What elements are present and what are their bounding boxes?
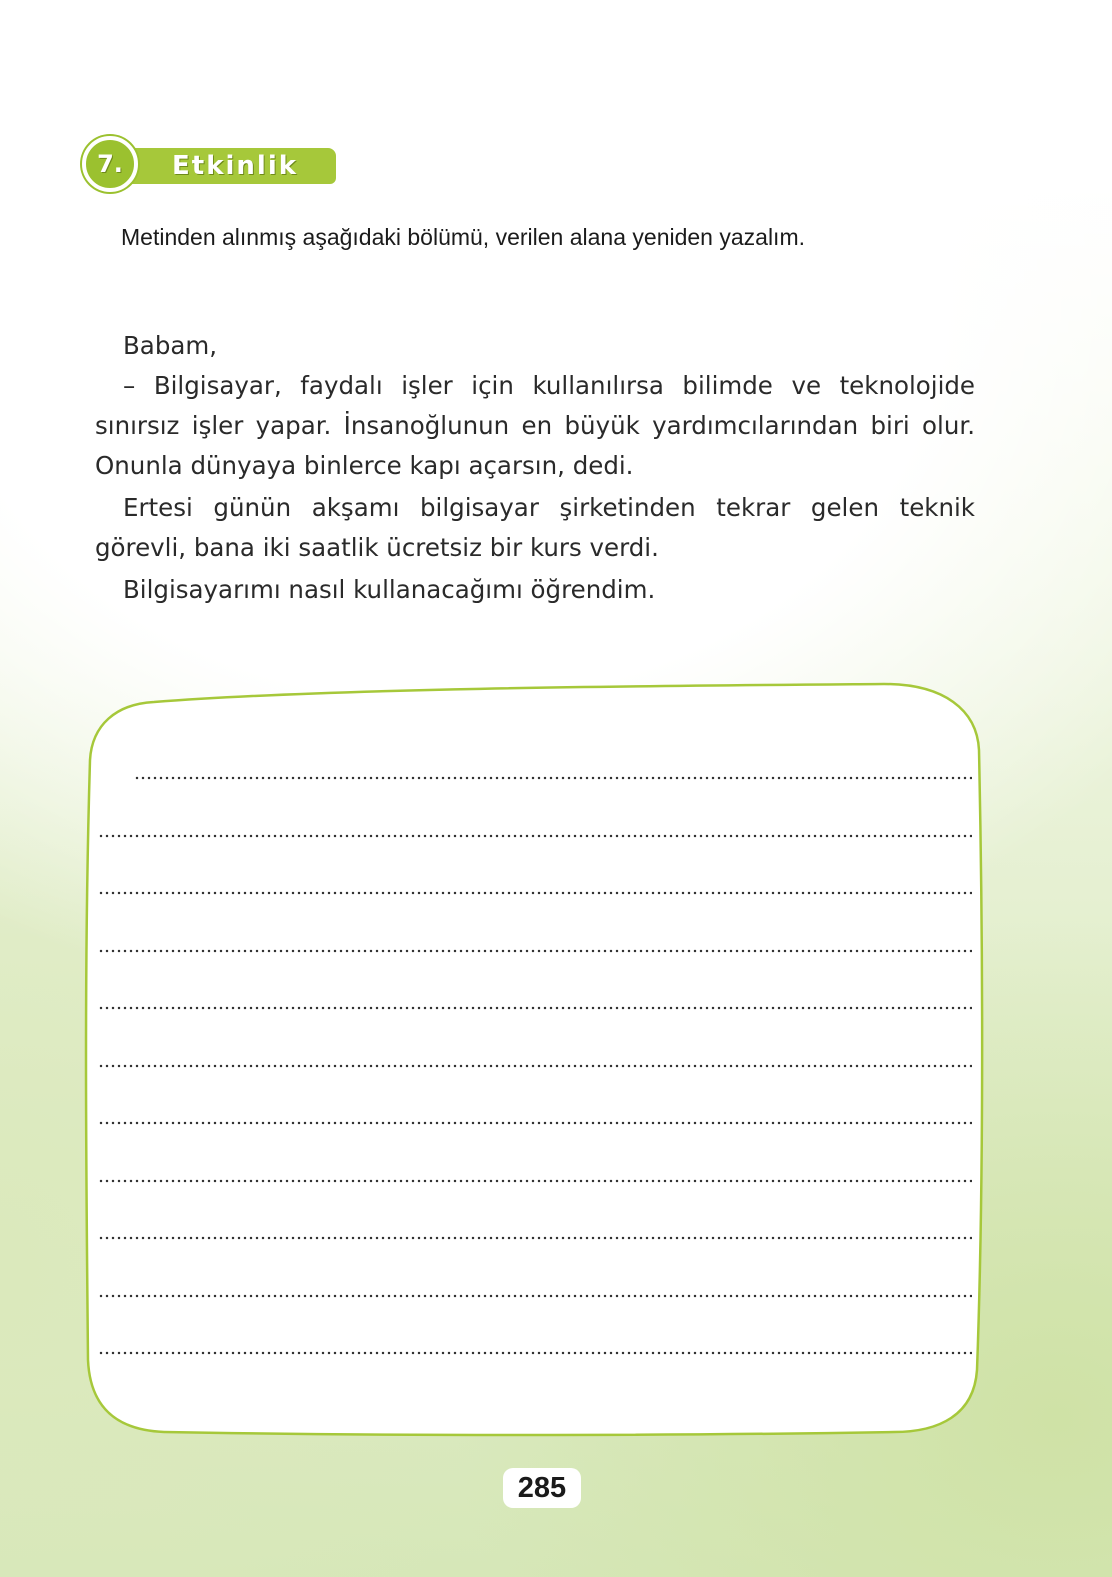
- writing-line[interactable]: [98, 1006, 972, 1010]
- passage-paragraph: Ertesi günün akşamı bilgisayar şirketinden tekrar gelen teknik görevli, bana iki saatlik ücretsiz bir kurs verdi.: [95, 493, 975, 562]
- activity-number-badge: [82, 136, 138, 192]
- writing-area[interactable]: [84, 680, 984, 1440]
- writing-line[interactable]: [98, 1064, 972, 1068]
- passage-paragraph: Babam,: [123, 331, 218, 360]
- passage-paragraph: Bilgisayarımı nasıl kullanacağımı öğrendim.: [123, 575, 656, 604]
- writing-line[interactable]: [98, 1351, 972, 1355]
- writing-line[interactable]: [98, 1121, 972, 1125]
- passage: [95, 326, 975, 610]
- page-number: 285: [503, 1468, 581, 1508]
- passage-paragraph: – Bilgisayar, faydalı işler için kullanılırsa bilimde ve teknolojide sınırsız işler yapar. İnsanoğlunun en büyük yardımcılarından biri olur. Onunla dünyaya binlerce kapı açarsın, dedi.: [95, 371, 975, 480]
- writing-line[interactable]: [98, 949, 972, 953]
- activity-title-band: [120, 148, 336, 184]
- writing-line[interactable]: [98, 1179, 972, 1183]
- activity-number: 7.: [97, 150, 123, 178]
- writing-line[interactable]: [98, 834, 972, 838]
- activity-header: [80, 136, 340, 196]
- writing-line[interactable]: [134, 776, 972, 780]
- instruction-text: Metinden alınmış aşağıdaki bölümü, verilen alana yeniden yazalım.: [121, 224, 805, 250]
- writing-area-frame: [84, 680, 984, 1440]
- activity-title: Etkinlik: [172, 151, 299, 181]
- writing-line[interactable]: [98, 1236, 972, 1240]
- writing-line[interactable]: [98, 1294, 972, 1298]
- writing-line[interactable]: [98, 891, 972, 895]
- writing-area-border: [86, 684, 982, 1435]
